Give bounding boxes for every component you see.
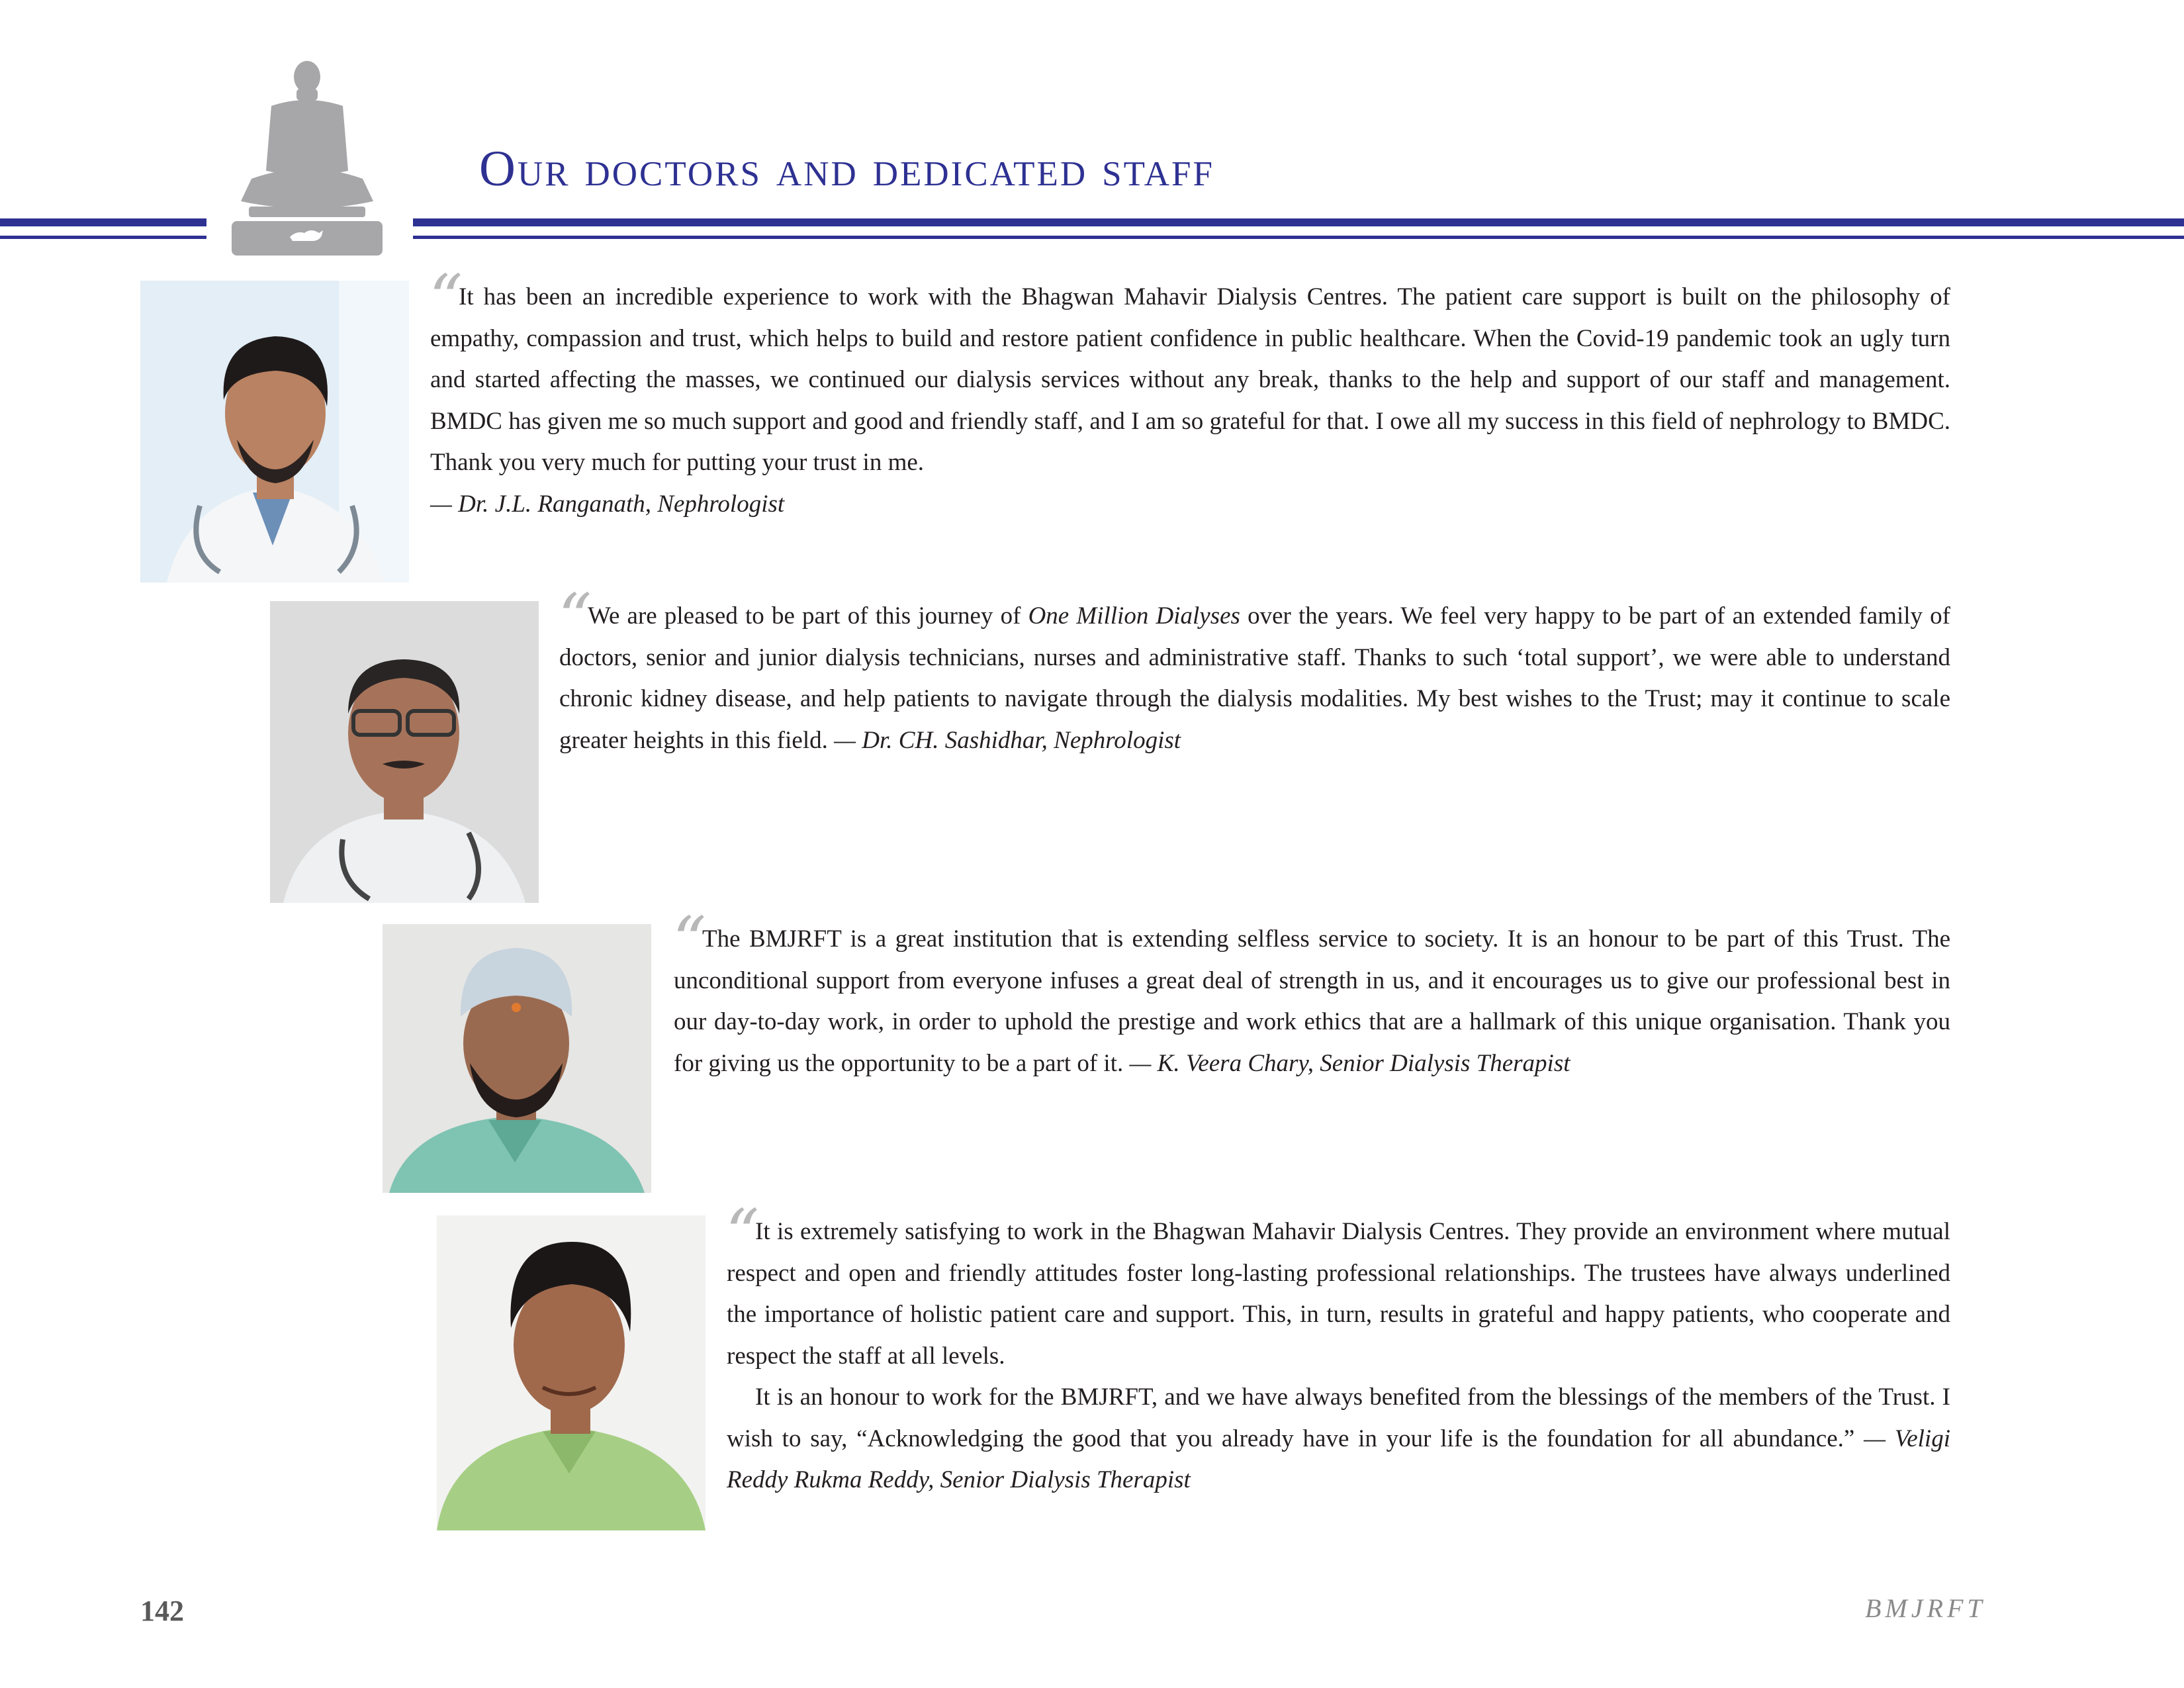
- header-rule-right-thin: [413, 236, 2184, 239]
- testimonial-sashidhar: [558, 579, 1950, 761]
- header-rule-left-thin: [0, 236, 206, 239]
- testimonial-text: The BMJRFT is a great institution that is extending selfless service to society. It is an honour to be part of this Trust. The unconditional support from everyone infuses a great deal of strength in us, and it encourages us to give our professional best in our day-to-day work, in order to uphold the prestige and work ethics that are a hallmark of this unique organisation. Thank you for giving us the opportunity to be a part of it.: [674, 925, 1950, 1077]
- testimonial-text: It is extremely satisfying to work in the Bhagwan Mahavir Dialysis Centres. They provide an environment where mutual respect and open and friendly attitudes foster long-lasting professional relationships. The trustees have always underlined the importance of holistic patient care and support. This, in turn, results in grateful and happy patients, who cooperate and respect the staff at all levels.: [727, 1218, 1950, 1370]
- testimonial-text-end: over the years. We feel very happy to be part of an extended family of doctors, senior and junior dialysis technicians, nurses and administrative staff. Thanks to such ‘total support’, we were able to understand chronic kidney disease, and help patients to navigate through the dialysis modalities. My best wishes to the Trust; may it continue to scale greater heights in this field.: [559, 602, 1950, 754]
- header-rule-left-thick: [0, 218, 206, 226]
- page-title: Our doctors and dedicated staff: [479, 141, 1214, 197]
- quote-mark-icon: “: [429, 260, 463, 338]
- testimonial-rukma-reddy: [725, 1195, 1950, 1501]
- running-title: BMJRFT: [1865, 1593, 1986, 1623]
- testimonial-emphasis: One Million Dialyses: [1028, 602, 1240, 630]
- seated-figure-logo-icon: [232, 60, 383, 256]
- testimonial-veera-chary: [672, 902, 1950, 1084]
- testimonial-text-start: We are pleased to be part of this journey of: [588, 602, 1021, 630]
- portrait-photo-veera-chary: [383, 924, 651, 1193]
- page-number: 142: [140, 1595, 184, 1627]
- portrait-photo-ranganath: [140, 281, 409, 583]
- portrait-photo-sashidhar: [270, 601, 539, 903]
- testimonial-attribution: — Dr. J.L. Ranganath, Nephrologist: [430, 490, 785, 518]
- testimonial-ranganath: [429, 260, 1950, 525]
- portrait-photo-rukma-reddy: [437, 1215, 705, 1530]
- testimonial-attribution: — Veligi Reddy Rukma Reddy, Senior Dialysis Therapist: [727, 1425, 1950, 1493]
- testimonial-text: It has been an incredible experience to work with the Bhagwan Mahavir Dialysis Centres. The patient care support is built on the philosophy of empathy, compassion and trust, which helps to build and restore patient confidence in public healthcare. When the Covid-19 pandemic took an ugly turn and started affecting the masses, we continued our dialysis services without any break, thanks to the help and support of our staff and management. BMDC has given me so much support and good and friendly staff, and I am so grateful for that. I owe all my success in this field of nephrology to BMDC. Thank you very much for putting your trust in me.: [430, 283, 1950, 476]
- testimonial-attribution: — Dr. CH. Sashidhar, Nephrologist: [834, 726, 1181, 754]
- header-rule-right-thick: [413, 218, 2184, 226]
- quote-mark-icon: “: [672, 902, 707, 980]
- quote-mark-icon: “: [558, 579, 592, 657]
- quote-mark-icon: “: [725, 1195, 760, 1272]
- testimonial-text-second: It is an honour to work for the BMJRFT, and we have always benefited from the blessings of the members of the Trust. I wish to say, “Acknowledging the good that you already have in your life is the foundation for all abundance.”: [727, 1383, 1950, 1452]
- testimonial-attribution: — K. Veera Chary, Senior Dialysis Therapist: [1129, 1049, 1570, 1077]
